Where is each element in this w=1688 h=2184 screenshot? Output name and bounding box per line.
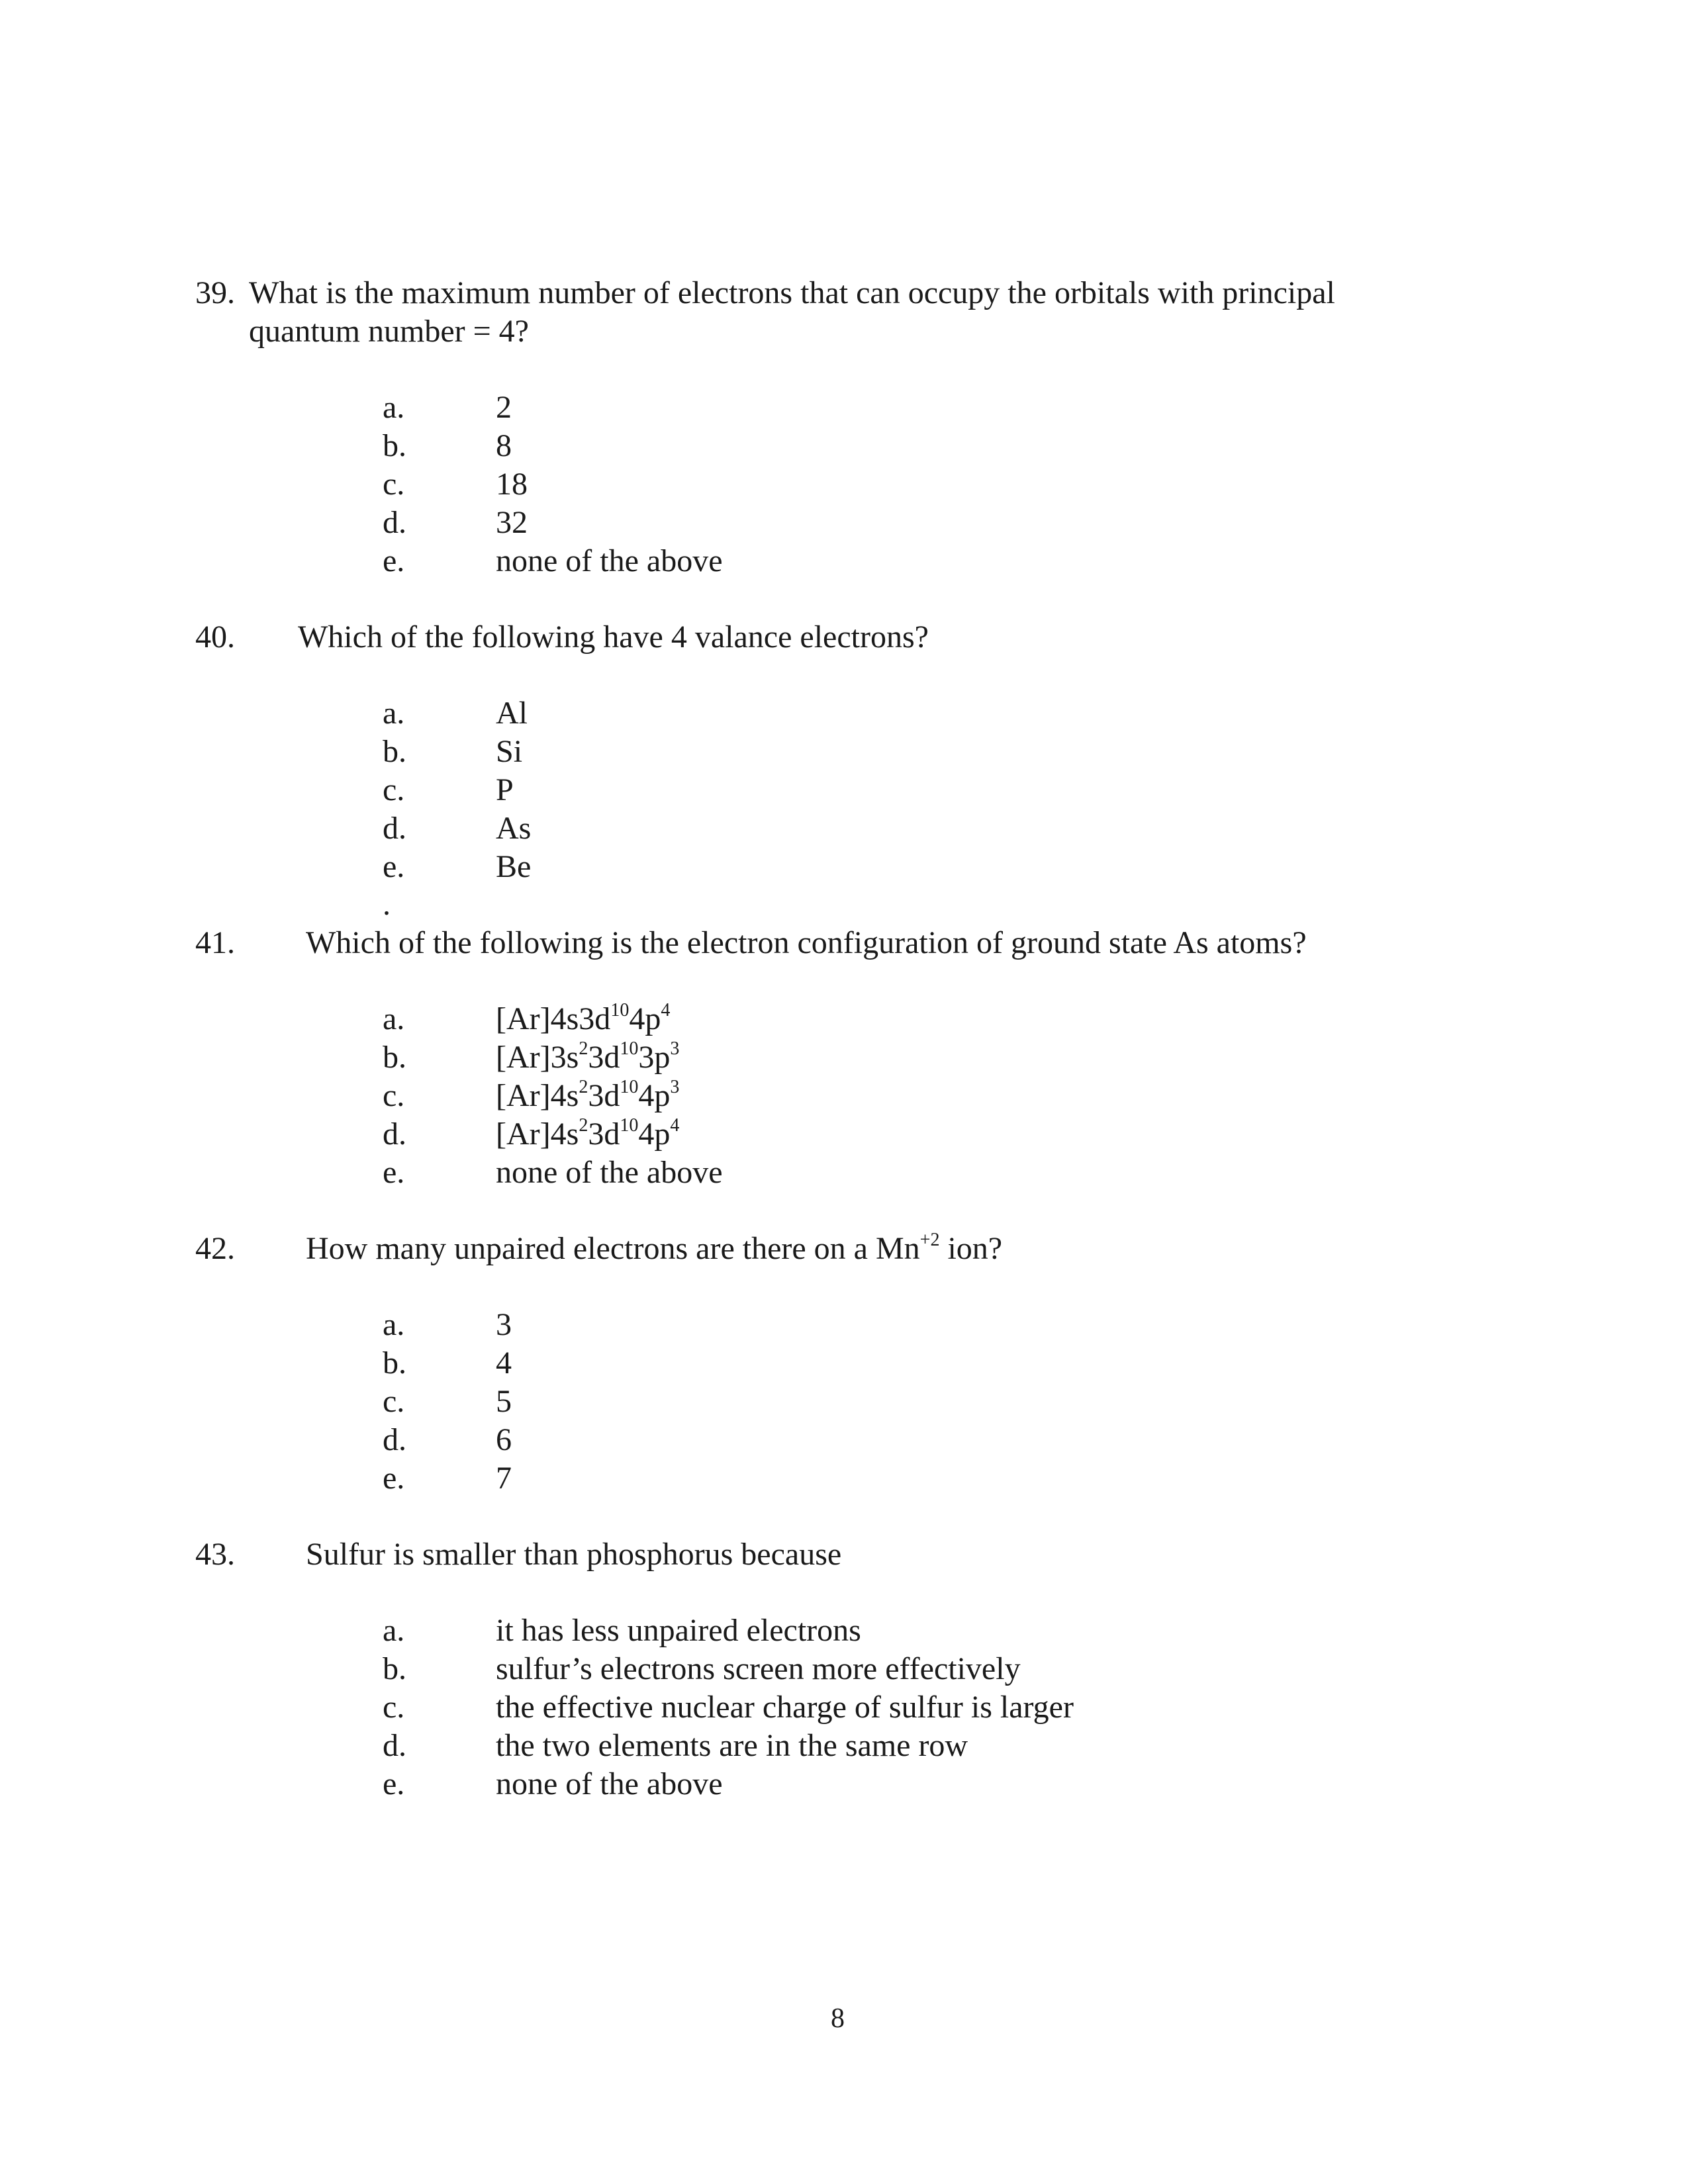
config-core: [Ar] xyxy=(496,1116,551,1152)
answer-option xyxy=(0,1344,1688,1383)
answer-option xyxy=(0,1077,1688,1115)
question-number: 39. xyxy=(195,275,235,310)
electron-configuration xyxy=(496,1115,679,1154)
option-text: As xyxy=(496,811,532,846)
answer-option xyxy=(0,1154,1688,1192)
option-label: a. xyxy=(383,390,405,425)
question-text: Which of the following have 4 valance electrons? xyxy=(298,619,929,655)
config-part: 3s xyxy=(550,1040,579,1075)
config-part: 4s xyxy=(550,1116,579,1152)
answer-option xyxy=(0,1650,1688,1688)
answer-option xyxy=(0,1459,1688,1498)
config-superscript: 2 xyxy=(579,1115,588,1136)
option-text: 6 xyxy=(496,1422,512,1457)
question-text-line-1: What is the maximum number of electrons that can occupy the orbitals with principal xyxy=(249,275,1335,310)
answer-option xyxy=(0,1727,1688,1765)
config-part: 4s xyxy=(550,1078,579,1113)
config-superscript: 10 xyxy=(620,1115,639,1136)
option-text: Si xyxy=(496,734,523,769)
option-label: b. xyxy=(383,1345,406,1381)
config-superscript: 10 xyxy=(610,1000,630,1021)
config-part: 4p xyxy=(638,1078,671,1113)
question-text: Which of the following is the electron configuration of ground state As atoms? xyxy=(306,925,1307,960)
option-text: P xyxy=(496,772,514,807)
answer-option xyxy=(0,542,1688,580)
option-label: e. xyxy=(383,1461,405,1496)
config-core: [Ar] xyxy=(496,1078,551,1113)
option-text: 18 xyxy=(496,467,528,502)
config-superscript: 4 xyxy=(670,1115,680,1136)
option-label: b. xyxy=(383,1040,406,1075)
option-text: Be xyxy=(496,849,532,884)
config-part: 4p xyxy=(629,1001,661,1036)
option-label: b. xyxy=(383,734,406,769)
config-core: [Ar] xyxy=(496,1001,551,1036)
option-text: 8 xyxy=(496,428,512,463)
option-text: 2 xyxy=(496,390,512,425)
config-superscript: 3 xyxy=(670,1077,680,1097)
option-label: b. xyxy=(383,428,406,463)
answer-option xyxy=(0,1383,1688,1421)
electron-configuration xyxy=(496,1000,670,1038)
option-label: e. xyxy=(383,543,405,578)
answer-option xyxy=(0,848,1688,886)
option-text: 7 xyxy=(496,1461,512,1496)
answer-option xyxy=(0,1612,1688,1650)
answer-option xyxy=(0,504,1688,542)
option-label: e. xyxy=(383,1766,405,1801)
answer-option xyxy=(0,1306,1688,1344)
option-text: sulfur’s electrons screen more effectively xyxy=(496,1651,1021,1686)
option-label: e. xyxy=(383,1155,405,1190)
config-superscript: 4 xyxy=(661,1000,671,1021)
option-label: c. xyxy=(383,1690,405,1725)
config-superscript: 2 xyxy=(579,1038,588,1059)
question-number: 41. xyxy=(195,925,235,960)
answer-option xyxy=(0,694,1688,733)
option-text: none of the above xyxy=(496,543,723,578)
answer-option xyxy=(0,1688,1688,1727)
question-number: 40. xyxy=(195,619,235,655)
answer-option xyxy=(0,388,1688,427)
option-text: Al xyxy=(496,696,528,731)
config-core: [Ar] xyxy=(496,1040,551,1075)
option-label: d. xyxy=(383,1728,406,1763)
question-number: 43. xyxy=(195,1537,235,1572)
option-label: d. xyxy=(383,505,406,540)
option-label: d. xyxy=(383,1116,406,1152)
option-text: 3 xyxy=(496,1307,512,1342)
answer-option xyxy=(0,1765,1688,1803)
option-label: a. xyxy=(383,1001,405,1036)
answer-option xyxy=(0,1421,1688,1459)
electron-configuration xyxy=(496,1077,679,1115)
electron-configuration xyxy=(496,1038,679,1077)
config-superscript: 10 xyxy=(620,1077,639,1097)
question-text-before: How many unpaired electrons are there on a Mn xyxy=(306,1231,920,1266)
option-label: c. xyxy=(383,1078,405,1113)
option-text: 32 xyxy=(496,505,528,540)
question-text: Sulfur is smaller than phosphorus because xyxy=(306,1537,842,1572)
config-part: 3d xyxy=(588,1078,620,1113)
config-part: 4s3d xyxy=(550,1001,611,1036)
option-text: 5 xyxy=(496,1384,512,1419)
option-label: e. xyxy=(383,849,405,884)
question-text xyxy=(306,1230,1002,1268)
option-text: the two elements are in the same row xyxy=(496,1728,968,1763)
answer-option xyxy=(0,1000,1688,1038)
answer-option xyxy=(0,465,1688,504)
option-text: none of the above xyxy=(496,1155,723,1190)
config-part: 3p xyxy=(638,1040,671,1075)
question-text-line-2: quantum number = 4? xyxy=(249,314,529,349)
config-part: 3d xyxy=(588,1116,620,1152)
config-superscript: 3 xyxy=(670,1038,680,1059)
answer-option xyxy=(0,427,1688,465)
option-label: c. xyxy=(383,1384,405,1419)
answer-option xyxy=(0,1115,1688,1154)
question-number: 42. xyxy=(195,1231,235,1266)
question-text-after: ion? xyxy=(947,1231,1003,1266)
answer-option xyxy=(0,809,1688,848)
option-label: c. xyxy=(383,772,405,807)
stray-mark: . xyxy=(383,887,391,922)
option-label: c. xyxy=(383,467,405,502)
option-text: it has less unpaired electrons xyxy=(496,1613,861,1648)
config-superscript: 2 xyxy=(579,1077,588,1097)
config-part: 3d xyxy=(588,1040,620,1075)
config-superscript: 10 xyxy=(620,1038,639,1059)
option-label: d. xyxy=(383,811,406,846)
option-label: a. xyxy=(383,1307,405,1342)
answer-option xyxy=(0,1038,1688,1077)
answer-option xyxy=(0,771,1688,809)
option-text: 4 xyxy=(496,1345,512,1381)
option-label: b. xyxy=(383,1651,406,1686)
option-label: a. xyxy=(383,696,405,731)
answer-option xyxy=(0,733,1688,771)
option-label: d. xyxy=(383,1422,406,1457)
ion-charge-superscript: +2 xyxy=(919,1230,940,1250)
config-part: 4p xyxy=(638,1116,671,1152)
option-text: none of the above xyxy=(496,1766,723,1801)
option-text: the effective nuclear charge of sulfur is larger xyxy=(496,1690,1074,1725)
option-label: a. xyxy=(383,1613,405,1648)
page-number: 8 xyxy=(831,2003,845,2034)
